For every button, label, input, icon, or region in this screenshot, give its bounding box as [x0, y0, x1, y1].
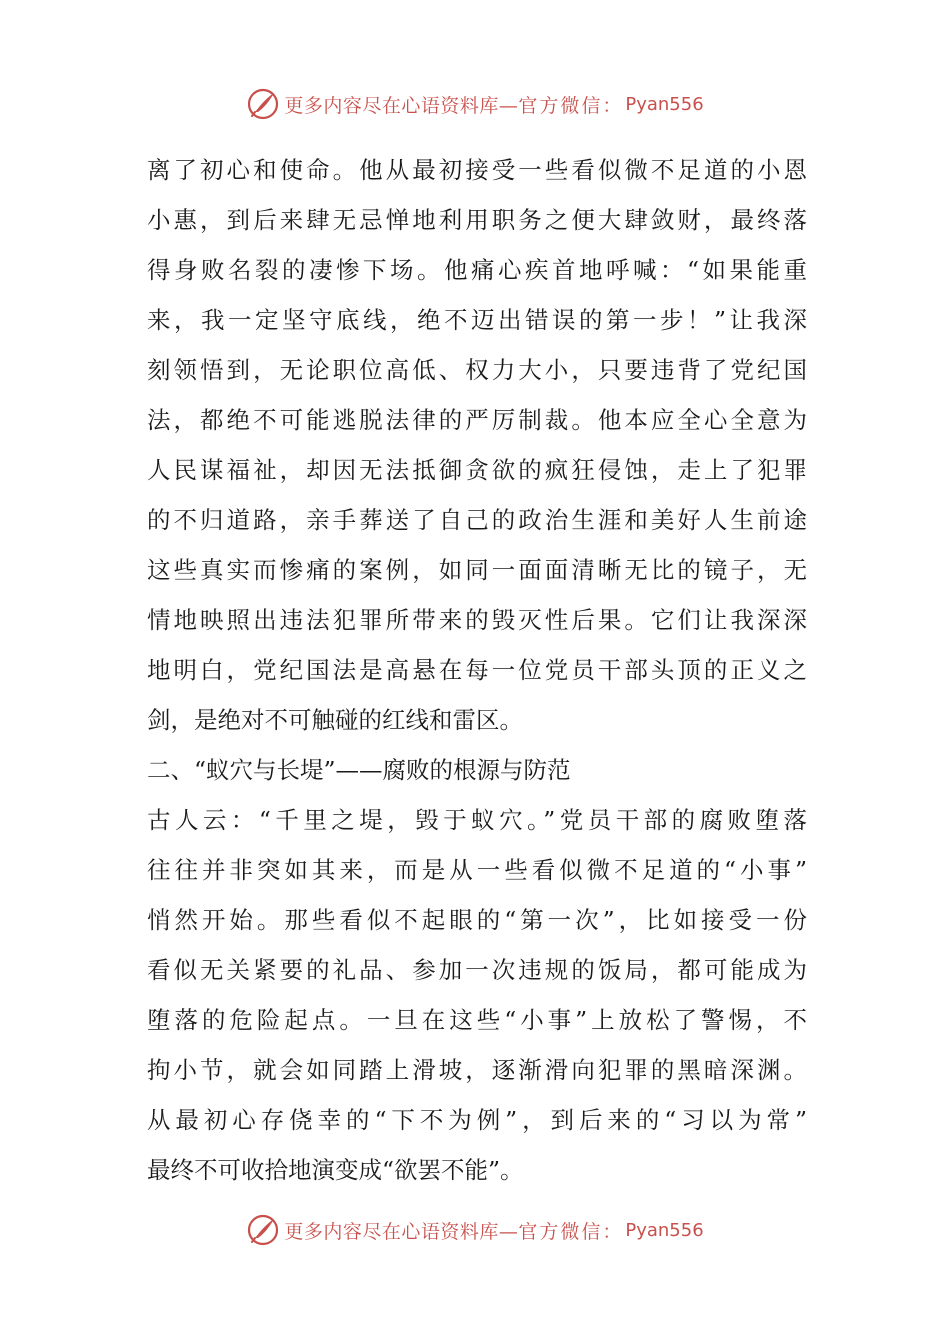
watermark-main-text: 更多内容尽在心语资料库— [284, 94, 519, 117]
watermark-official-text: 官方微信： [518, 1220, 624, 1243]
watermark-wechat-id: Pyan556 [625, 93, 704, 115]
text-line: 从最初心存侥幸的“下不为例”，到后来的“习以为常” [147, 1106, 807, 1134]
watermark-wechat-id: Pyan556 [625, 1219, 704, 1241]
watermark-official-text: 官方微信： [518, 94, 624, 117]
text-line: 小惠，到后来肆无忌惮地利用职务之便大肆敛财，最终落 [147, 206, 807, 234]
text-line: 堕落的危险起点。一旦在这些“小事”上放松了警惕，不 [147, 1006, 807, 1034]
text-line: 来，我一定坚守底线，绝不迈出错误的第一步！”让我深 [147, 306, 807, 334]
quill-logo-icon [246, 1213, 280, 1247]
text-line: 看似无关紧要的礼品、参加一次违规的饭局，都可能成为 [147, 956, 807, 984]
text-line: 刻领悟到，无论职位高低、权力大小，只要违背了党纪国 [147, 356, 807, 384]
text-line: 最终不可收拾地演变成“欲罢不能”。 [147, 1156, 524, 1184]
text-line: 得身败名裂的凄惨下场。他痛心疾首地呼喊：“如果能重 [147, 256, 807, 284]
text-line: 这些真实而惨痛的案例，如同一面面清晰无比的镜子，无 [147, 556, 807, 584]
document-body [147, 145, 807, 1195]
header-watermark [0, 86, 950, 122]
text-line: 地明白，党纪国法是高悬在每一位党员干部头顶的正义之 [147, 656, 807, 684]
text-line: 剑，是绝对不可触碰的红线和雷区。 [147, 706, 523, 734]
quill-logo-icon [246, 87, 280, 121]
text-line: 人民谋福祉，却因无法抵御贪欲的疯狂侵蚀，走上了犯罪 [147, 456, 807, 484]
footer-watermark [0, 1212, 950, 1248]
text-line: 往往并非突如其来，而是从一些看似微不足道的“小事” [147, 856, 807, 884]
text-line: 悄然开始。那些看似不起眼的“第一次”，比如接受一份 [147, 906, 807, 934]
text-line: 情地映照出违法犯罪所带来的毁灭性后果。它们让我深深 [147, 606, 807, 634]
text-line: 法，都绝不可能逃脱法律的严厉制裁。他本应全心全意为 [147, 406, 807, 434]
text-line: 的不归道路，亲手葬送了自己的政治生涯和美好人生前途 [147, 506, 807, 534]
section-heading: 二、“蚁穴与长堤”——腐败的根源与防范 [147, 756, 571, 784]
watermark-main-text: 更多内容尽在心语资料库— [284, 1220, 519, 1243]
text-line: 离了初心和使命。他从最初接受一些看似微不足道的小恩 [147, 156, 807, 184]
text-line: 古人云：“千里之堤，毁于蚁穴。”党员干部的腐败堕落 [147, 806, 807, 834]
text-line: 拘小节，就会如同踏上滑坡，逐渐滑向犯罪的黑暗深渊。 [147, 1056, 807, 1084]
